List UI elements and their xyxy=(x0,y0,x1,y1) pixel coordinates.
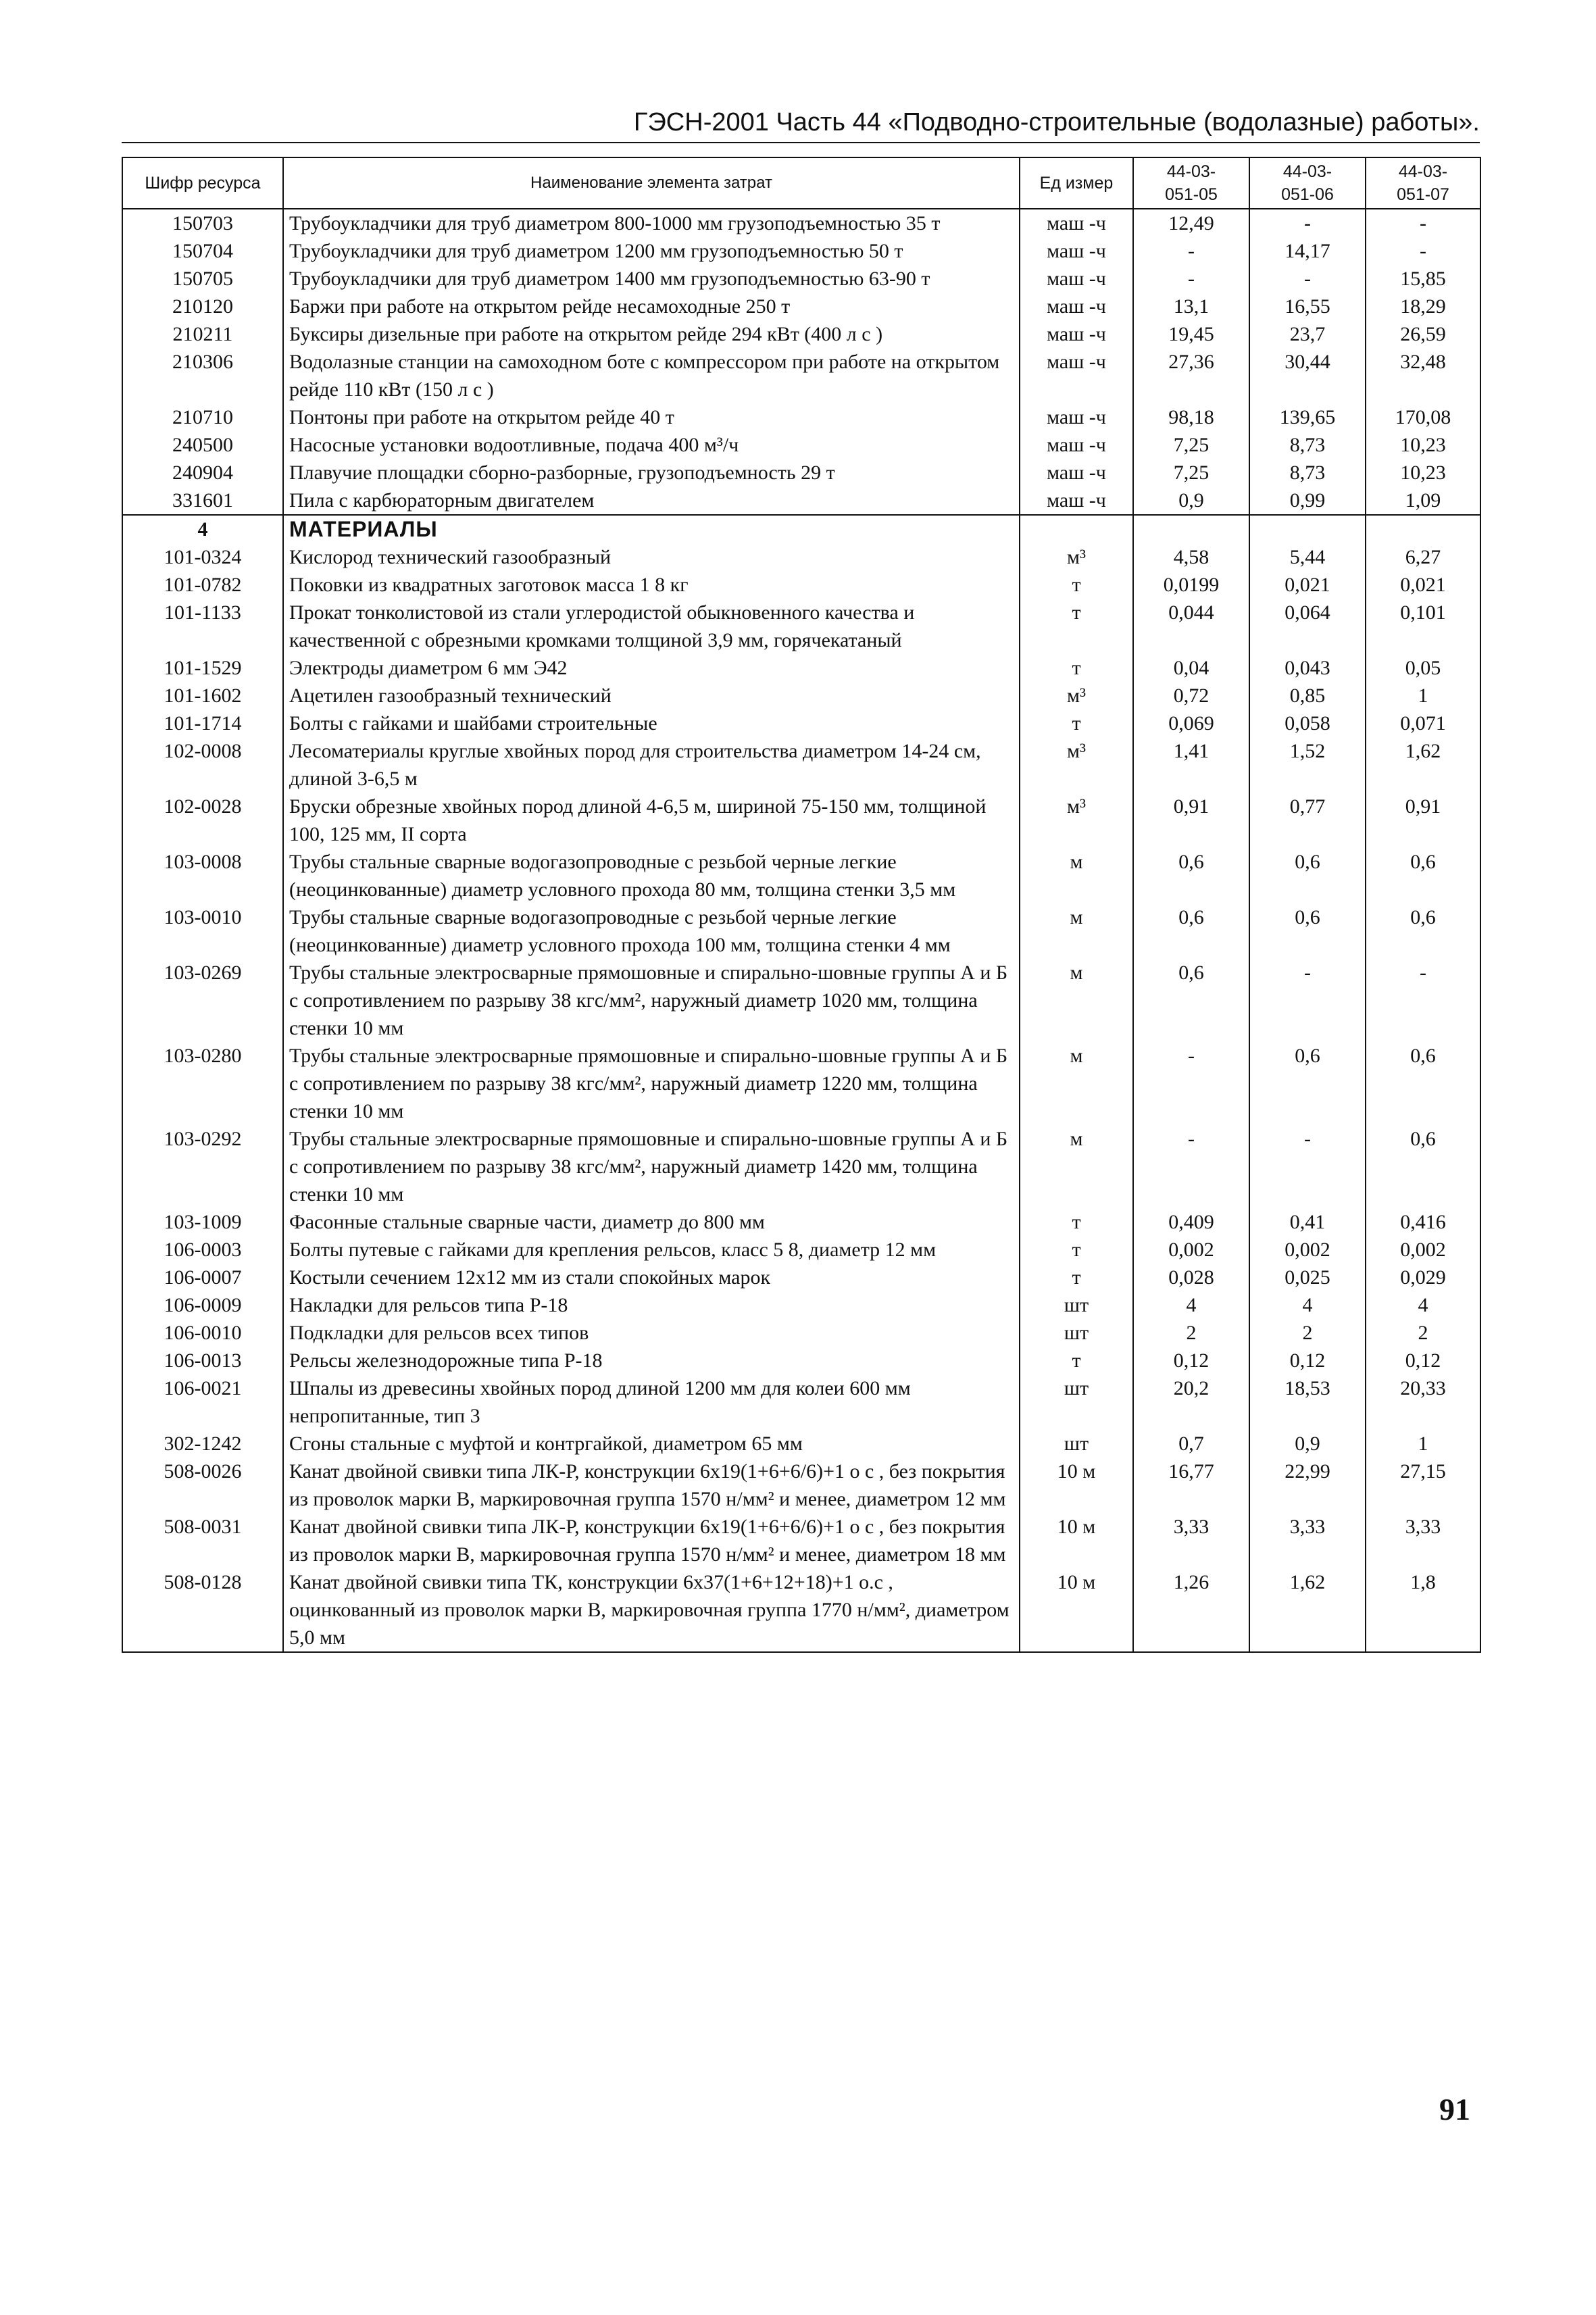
cell-051-07: 0,6 xyxy=(1366,848,1480,903)
cell-name: Трубы стальные электросварные прямошовные и спирально-шовные группы А и Б с сопротивлением по разрыву 38 кгс/мм², наружный диаметр 1020 мм, толщина стенки 10 мм xyxy=(283,959,1020,1042)
cell-name: Бруски обрезные хвойных пород длиной 4-6,5 м, шириной 75-150 мм, толщиной 100, 125 мм, II сорта xyxy=(283,793,1020,848)
cell-unit xyxy=(1020,515,1133,543)
cell-unit: т xyxy=(1020,654,1133,682)
cell-name: Сгоны стальные с муфтой и контргайкой, диаметром 65 мм xyxy=(283,1430,1020,1458)
cell-051-06: 4 xyxy=(1249,1291,1366,1319)
cell-unit: маш -ч xyxy=(1020,459,1133,487)
cell-code: 103-0280 xyxy=(122,1042,283,1125)
cell-051-07: 0,002 xyxy=(1366,1236,1480,1264)
cell-unit: т xyxy=(1020,1236,1133,1264)
cell-unit: 10 м xyxy=(1020,1568,1133,1652)
cell-051-05: 0,028 xyxy=(1133,1264,1249,1291)
cell-051-06: 0,6 xyxy=(1249,1042,1366,1125)
cell-code: 240500 xyxy=(122,431,283,459)
cell-051-05: 0,04 xyxy=(1133,654,1249,682)
table-row xyxy=(122,1458,1480,1513)
cell-051-06: 0,6 xyxy=(1249,848,1366,903)
cell-051-07: 1,09 xyxy=(1366,487,1480,515)
cell-051-06: - xyxy=(1249,959,1366,1042)
cell-051-06: 139,65 xyxy=(1249,403,1366,431)
cell-code: 102-0028 xyxy=(122,793,283,848)
cell-051-07: - xyxy=(1366,237,1480,265)
cell-051-05: 0,002 xyxy=(1133,1236,1249,1264)
table-row xyxy=(122,543,1480,571)
cell-code: 210306 xyxy=(122,348,283,403)
cell-name: Болты путевые с гайками для крепления рельсов, класс 5 8, диаметр 12 мм xyxy=(283,1236,1020,1264)
table-row xyxy=(122,459,1480,487)
header-name: Наименование элемента затрат xyxy=(283,157,1020,209)
cell-051-06: 2 xyxy=(1249,1319,1366,1347)
table-row xyxy=(122,1374,1480,1430)
table-row xyxy=(122,293,1480,320)
cell-051-07: 32,48 xyxy=(1366,348,1480,403)
cell-unit: м³ xyxy=(1020,737,1133,793)
cell-051-05: 98,18 xyxy=(1133,403,1249,431)
cell-name: Костыли сечением 12х12 мм из стали спокойных марок xyxy=(283,1264,1020,1291)
cell-unit: 10 м xyxy=(1020,1458,1133,1513)
cell-051-07: 26,59 xyxy=(1366,320,1480,348)
cell-name: Канат двойной свивки типа ТК, конструкции 6х37(1+6+12+18)+1 о.с , оцинкованный из проволок марки В, маркировочная группа 1770 н/мм², диаметром 5,0 мм xyxy=(283,1568,1020,1652)
cell-051-06: 0,12 xyxy=(1249,1347,1366,1374)
cell-code: 150703 xyxy=(122,209,283,237)
cell-051-05: 1,41 xyxy=(1133,737,1249,793)
cell-051-06: 22,99 xyxy=(1249,1458,1366,1513)
cell-051-05: 13,1 xyxy=(1133,293,1249,320)
cell-unit: м xyxy=(1020,1042,1133,1125)
table-row xyxy=(122,1125,1480,1208)
cell-code: 302-1242 xyxy=(122,1430,283,1458)
cell-unit: маш -ч xyxy=(1020,348,1133,403)
cell-unit: маш -ч xyxy=(1020,487,1133,515)
cell-051-07: 0,6 xyxy=(1366,1125,1480,1208)
cell-051-05: 4,58 xyxy=(1133,543,1249,571)
cell-051-07: 170,08 xyxy=(1366,403,1480,431)
cell-051-06: 1,52 xyxy=(1249,737,1366,793)
cell-unit: т xyxy=(1020,571,1133,599)
cell-051-05: - xyxy=(1133,237,1249,265)
table-row xyxy=(122,1347,1480,1374)
cell-051-06: 18,53 xyxy=(1249,1374,1366,1430)
cell-051-06: - xyxy=(1249,1125,1366,1208)
cell-unit: 10 м xyxy=(1020,1513,1133,1568)
cell-051-07: 0,029 xyxy=(1366,1264,1480,1291)
cell-unit: м³ xyxy=(1020,793,1133,848)
cell-unit: маш -ч xyxy=(1020,293,1133,320)
cell-name: Трубоукладчики для труб диаметром 800-1000 мм грузоподъемностью 35 т xyxy=(283,209,1020,237)
cell-051-05: 0,409 xyxy=(1133,1208,1249,1236)
cell-051-05: 16,77 xyxy=(1133,1458,1249,1513)
cell-051-05: - xyxy=(1133,265,1249,293)
cell-code: 508-0128 xyxy=(122,1568,283,1652)
cell-unit: м³ xyxy=(1020,543,1133,571)
table-row xyxy=(122,599,1480,654)
table-row xyxy=(122,682,1480,710)
cell-code: 103-0010 xyxy=(122,903,283,959)
cell-code: 106-0009 xyxy=(122,1291,283,1319)
cell-code: 103-1009 xyxy=(122,1208,283,1236)
table-row xyxy=(122,793,1480,848)
header-row xyxy=(122,157,1480,209)
cell-051-06: 0,9 xyxy=(1249,1430,1366,1458)
cell-name: Буксиры дизельные при работе на открытом рейде 294 кВт (400 л с ) xyxy=(283,320,1020,348)
cell-name: Трубы стальные электросварные прямошовные и спирально-шовные группы А и Б с сопротивлением по разрыву 38 кгс/мм², наружный диаметр 1420 мм, толщина стенки 10 мм xyxy=(283,1125,1020,1208)
cell-name: Поковки из квадратных заготовок масса 1 8 кг xyxy=(283,571,1020,599)
cell-051-05: - xyxy=(1133,1125,1249,1208)
cell-name: Фасонные стальные сварные части, диаметр до 800 мм xyxy=(283,1208,1020,1236)
cell-unit: маш -ч xyxy=(1020,320,1133,348)
cell-051-05: 0,6 xyxy=(1133,959,1249,1042)
header-unit: Ед измер xyxy=(1020,157,1133,209)
table-row xyxy=(122,1319,1480,1347)
cell-name: Трубы стальные электросварные прямошовные и спирально-шовные группы А и Б с сопротивлением по разрыву 38 кгс/мм², наружный диаметр 1220 мм, толщина стенки 10 мм xyxy=(283,1042,1020,1125)
cell-code: 508-0031 xyxy=(122,1513,283,1568)
cell-051-07: 0,12 xyxy=(1366,1347,1480,1374)
cell-051-06: 1,62 xyxy=(1249,1568,1366,1652)
cell-name: Водолазные станции на самоходном боте с компрессором при работе на открытом рейде 110 кВт (150 л с ) xyxy=(283,348,1020,403)
cell-unit: шт xyxy=(1020,1430,1133,1458)
cell-unit: м³ xyxy=(1020,682,1133,710)
cell-code: 4 xyxy=(122,515,283,543)
table-row xyxy=(122,320,1480,348)
cell-code: 101-1529 xyxy=(122,654,283,682)
cell-code: 101-1602 xyxy=(122,682,283,710)
cell-051-07: 15,85 xyxy=(1366,265,1480,293)
cell-051-07 xyxy=(1366,515,1480,543)
cell-051-05: 4 xyxy=(1133,1291,1249,1319)
cell-code: 106-0003 xyxy=(122,1236,283,1264)
cell-name: Понтоны при работе на открытом рейде 40 т xyxy=(283,403,1020,431)
header-code: Шифр ресурса xyxy=(122,157,283,209)
table-row xyxy=(122,1208,1480,1236)
cell-051-05: 0,044 xyxy=(1133,599,1249,654)
cell-code: 210120 xyxy=(122,293,283,320)
cell-unit: маш -ч xyxy=(1020,237,1133,265)
table-row xyxy=(122,403,1480,431)
header-col-051-07: 44-03- 051-07 xyxy=(1366,157,1480,209)
cell-051-06: 0,064 xyxy=(1249,599,1366,654)
cell-unit: шт xyxy=(1020,1291,1133,1319)
page-number: 91 xyxy=(1439,2092,1470,2126)
cell-051-06: 0,99 xyxy=(1249,487,1366,515)
table-row xyxy=(122,848,1480,903)
cell-051-05: 0,069 xyxy=(1133,710,1249,737)
table-row xyxy=(122,571,1480,599)
table-row xyxy=(122,1568,1480,1652)
cell-unit: маш -ч xyxy=(1020,403,1133,431)
cell-unit: т xyxy=(1020,1264,1133,1291)
cell-051-07: 2 xyxy=(1366,1319,1480,1347)
table-row xyxy=(122,1291,1480,1319)
cell-code: 240904 xyxy=(122,459,283,487)
cell-051-05: 0,6 xyxy=(1133,903,1249,959)
cell-code: 150704 xyxy=(122,237,283,265)
table-row xyxy=(122,959,1480,1042)
cell-051-07: 20,33 xyxy=(1366,1374,1480,1430)
cell-051-06: 0,41 xyxy=(1249,1208,1366,1236)
cell-051-07: 0,021 xyxy=(1366,571,1480,599)
cell-051-05 xyxy=(1133,515,1249,543)
cell-code: 106-0013 xyxy=(122,1347,283,1374)
cell-051-07: - xyxy=(1366,959,1480,1042)
cell-051-06: 0,85 xyxy=(1249,682,1366,710)
cell-name: Шпалы из древесины хвойных пород длиной 1200 мм для колеи 600 мм непропитанные, тип 3 xyxy=(283,1374,1020,1430)
table-body xyxy=(122,209,1480,1652)
section-row xyxy=(122,515,1480,543)
cell-unit: т xyxy=(1020,1208,1133,1236)
cell-051-06: 0,025 xyxy=(1249,1264,1366,1291)
table-row xyxy=(122,710,1480,737)
cell-name: Прокат тонколистовой из стали углеродистой обыкновенного качества и качественной с обрезными кромками толщиной 3,9 мм, горячекатаный xyxy=(283,599,1020,654)
cell-name: Баржи при работе на открытом рейде несамоходные 250 т xyxy=(283,293,1020,320)
cell-code: 508-0026 xyxy=(122,1458,283,1513)
cell-code: 101-0782 xyxy=(122,571,283,599)
table-row xyxy=(122,1264,1480,1291)
cell-unit: м xyxy=(1020,848,1133,903)
cell-code: 106-0010 xyxy=(122,1319,283,1347)
table-row xyxy=(122,1430,1480,1458)
table-row xyxy=(122,431,1480,459)
cell-name: Пила с карбюраторным двигателем xyxy=(283,487,1020,515)
table-row xyxy=(122,265,1480,293)
cell-unit: т xyxy=(1020,1347,1133,1374)
cell-051-05: 3,33 xyxy=(1133,1513,1249,1568)
cell-code: 210211 xyxy=(122,320,283,348)
cell-051-05: 0,6 xyxy=(1133,848,1249,903)
cell-code: 210710 xyxy=(122,403,283,431)
cell-051-06: 8,73 xyxy=(1249,431,1366,459)
cell-051-05: 1,26 xyxy=(1133,1568,1249,1652)
cell-unit: шт xyxy=(1020,1374,1133,1430)
cell-name: Кислород технический газообразный xyxy=(283,543,1020,571)
cell-name: Трубы стальные сварные водогазопроводные с резьбой черные легкие (неоцинкованные) диаметр условного прохода 100 мм, толщина стенки 4 мм xyxy=(283,903,1020,959)
cell-051-06: 16,55 xyxy=(1249,293,1366,320)
cell-name: Болты с гайками и шайбами строительные xyxy=(283,710,1020,737)
cell-051-06: - xyxy=(1249,209,1366,237)
table-header xyxy=(122,157,1480,209)
cell-unit: т xyxy=(1020,599,1133,654)
cell-name: Накладки для рельсов типа Р-18 xyxy=(283,1291,1020,1319)
cell-051-07: 1,62 xyxy=(1366,737,1480,793)
cell-051-06: - xyxy=(1249,265,1366,293)
cell-051-07: 18,29 xyxy=(1366,293,1480,320)
cell-code: 103-0008 xyxy=(122,848,283,903)
cell-code: 101-1714 xyxy=(122,710,283,737)
cell-051-05: 12,49 xyxy=(1133,209,1249,237)
cell-051-05: 0,12 xyxy=(1133,1347,1249,1374)
cell-051-06: 0,021 xyxy=(1249,571,1366,599)
cell-051-07: 6,27 xyxy=(1366,543,1480,571)
cell-051-06: 0,058 xyxy=(1249,710,1366,737)
cell-051-07: 10,23 xyxy=(1366,431,1480,459)
table-row xyxy=(122,1236,1480,1264)
cell-051-05: 0,91 xyxy=(1133,793,1249,848)
cell-name: МАТЕРИАЛЫ xyxy=(283,515,1020,543)
cell-051-07: 0,416 xyxy=(1366,1208,1480,1236)
cell-051-05: 7,25 xyxy=(1133,459,1249,487)
cell-code: 103-0269 xyxy=(122,959,283,1042)
resource-table xyxy=(122,157,1481,1653)
table-row xyxy=(122,903,1480,959)
cell-code: 101-0324 xyxy=(122,543,283,571)
table-row xyxy=(122,209,1480,237)
table-row xyxy=(122,737,1480,793)
cell-051-06: 8,73 xyxy=(1249,459,1366,487)
cell-code: 331601 xyxy=(122,487,283,515)
header-col-051-06: 44-03- 051-06 xyxy=(1249,157,1366,209)
cell-051-07: 1 xyxy=(1366,1430,1480,1458)
table-row xyxy=(122,1513,1480,1568)
cell-name: Электроды диаметром 6 мм Э42 xyxy=(283,654,1020,682)
cell-051-07: 27,15 xyxy=(1366,1458,1480,1513)
cell-unit: м xyxy=(1020,959,1133,1042)
cell-name: Лесоматериалы круглые хвойных пород для строительства диаметром 14-24 см, длиной 3-6,5 м xyxy=(283,737,1020,793)
header-rule xyxy=(122,142,1480,143)
cell-051-07: 0,6 xyxy=(1366,903,1480,959)
cell-051-05: - xyxy=(1133,1042,1249,1125)
cell-051-06: 3,33 xyxy=(1249,1513,1366,1568)
table-row xyxy=(122,654,1480,682)
cell-051-06: 0,77 xyxy=(1249,793,1366,848)
cell-code: 106-0021 xyxy=(122,1374,283,1430)
cell-name: Трубы стальные сварные водогазопроводные с резьбой черные легкие (неоцинкованные) диаметр условного прохода 80 мм, толщина стенки 3,5 мм xyxy=(283,848,1020,903)
cell-unit: маш -ч xyxy=(1020,431,1133,459)
cell-name: Трубоукладчики для труб диаметром 1200 мм грузоподъемностью 50 т xyxy=(283,237,1020,265)
cell-051-05: 27,36 xyxy=(1133,348,1249,403)
cell-051-07: 0,05 xyxy=(1366,654,1480,682)
cell-051-05: 0,7 xyxy=(1133,1430,1249,1458)
cell-051-06: 0,002 xyxy=(1249,1236,1366,1264)
cell-051-05: 0,0199 xyxy=(1133,571,1249,599)
header-col-051-05: 44-03- 051-05 xyxy=(1133,157,1249,209)
cell-unit: шт xyxy=(1020,1319,1133,1347)
table-row xyxy=(122,237,1480,265)
cell-051-06: 14,17 xyxy=(1249,237,1366,265)
cell-code: 102-0008 xyxy=(122,737,283,793)
cell-051-06: 0,6 xyxy=(1249,903,1366,959)
cell-051-05: 7,25 xyxy=(1133,431,1249,459)
cell-unit: м xyxy=(1020,1125,1133,1208)
cell-unit: м xyxy=(1020,903,1133,959)
cell-051-07: 0,071 xyxy=(1366,710,1480,737)
cell-name: Трубоукладчики для труб диаметром 1400 мм грузоподъемностью 63-90 т xyxy=(283,265,1020,293)
cell-051-07: 4 xyxy=(1366,1291,1480,1319)
cell-name: Насосные установки водоотливные, подача 400 м³/ч xyxy=(283,431,1020,459)
cell-name: Плавучие площадки сборно-разборные, грузоподъемность 29 т xyxy=(283,459,1020,487)
table-row xyxy=(122,348,1480,403)
cell-code: 101-1133 xyxy=(122,599,283,654)
cell-051-06 xyxy=(1249,515,1366,543)
cell-code: 106-0007 xyxy=(122,1264,283,1291)
cell-051-07: 3,33 xyxy=(1366,1513,1480,1568)
cell-051-07: 0,101 xyxy=(1366,599,1480,654)
table-row xyxy=(122,487,1480,515)
cell-051-07: 1 xyxy=(1366,682,1480,710)
cell-name: Канат двойной свивки типа ЛК-Р, конструкции 6х19(1+6+6/6)+1 о с , без покрытия из проволок марки В, маркировочная группа 1570 н/мм² и менее, диаметром 18 мм xyxy=(283,1513,1020,1568)
cell-051-05: 2 xyxy=(1133,1319,1249,1347)
cell-051-07: 0,91 xyxy=(1366,793,1480,848)
cell-051-05: 20,2 xyxy=(1133,1374,1249,1430)
cell-code: 103-0292 xyxy=(122,1125,283,1208)
cell-unit: маш -ч xyxy=(1020,209,1133,237)
cell-051-07: 10,23 xyxy=(1366,459,1480,487)
cell-name: Рельсы железнодорожные типа Р-18 xyxy=(283,1347,1020,1374)
cell-051-05: 0,72 xyxy=(1133,682,1249,710)
cell-unit: маш -ч xyxy=(1020,265,1133,293)
cell-051-06: 5,44 xyxy=(1249,543,1366,571)
cell-name: Ацетилен газообразный технический xyxy=(283,682,1020,710)
cell-051-05: 0,9 xyxy=(1133,487,1249,515)
cell-code: 150705 xyxy=(122,265,283,293)
cell-name: Канат двойной свивки типа ЛК-Р, конструкции 6х19(1+6+6/6)+1 о с , без покрытия из проволок марки В, маркировочная группа 1570 н/мм² и менее, диаметром 12 мм xyxy=(283,1458,1020,1513)
cell-051-06: 0,043 xyxy=(1249,654,1366,682)
cell-name: Подкладки для рельсов всех типов xyxy=(283,1319,1020,1347)
table-row xyxy=(122,1042,1480,1125)
page-header: ГЭСН-2001 Часть 44 «Подводно-строительные (водолазные) работы». xyxy=(633,108,1480,136)
cell-051-07: - xyxy=(1366,209,1480,237)
cell-051-06: 23,7 xyxy=(1249,320,1366,348)
cell-051-05: 19,45 xyxy=(1133,320,1249,348)
cell-051-07: 0,6 xyxy=(1366,1042,1480,1125)
cell-051-06: 30,44 xyxy=(1249,348,1366,403)
cell-051-07: 1,8 xyxy=(1366,1568,1480,1652)
cell-unit: т xyxy=(1020,710,1133,737)
